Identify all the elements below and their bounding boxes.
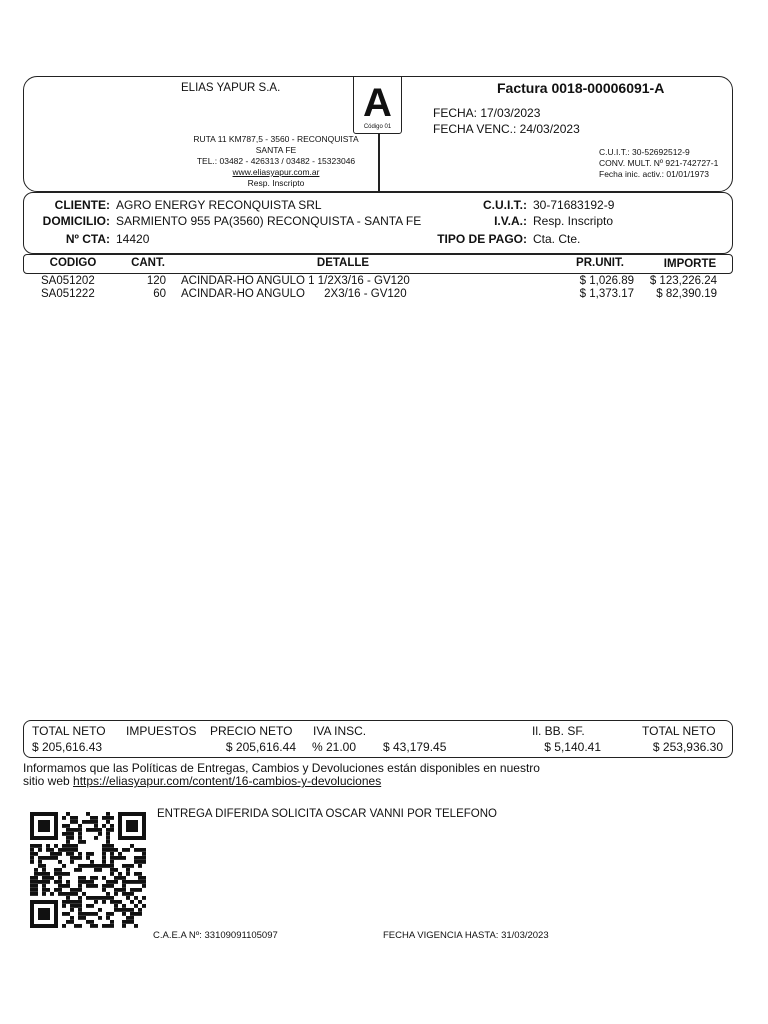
header-code: CODIGO (49, 257, 97, 269)
header-unit-price: PR.UNIT. (576, 257, 624, 269)
total-net-label: TOTAL NETO (32, 724, 106, 738)
invoice-code: Código 01 (363, 124, 392, 130)
iva-amount-value: $ 43,179.45 (383, 740, 447, 754)
caea-validity: FECHA VIGENCIA HASTA: 31/03/2023 (383, 930, 549, 941)
emitter-tax-condition: Resp. Inscripto (247, 178, 305, 188)
payment-value: Cta. Cte. (533, 232, 581, 246)
header-qty: CANT. (131, 257, 165, 269)
emitter-address-line1: RUTA 11 KM787,5 - 3560 - RECONQUISTA (193, 134, 359, 144)
iva-label: IVA INSC. (313, 724, 367, 738)
client-cuit-value: 30-71683192-9 (533, 198, 615, 212)
total-net-value: $ 205,616.43 (32, 740, 103, 754)
emitter-cuit: C.U.I.T.: 30-52692512-9 (599, 147, 690, 157)
invoice-letter: A (363, 81, 392, 125)
row-code: SA051222 (41, 288, 95, 300)
caea-number: C.A.E.A Nº: 33109091105097 (153, 930, 278, 941)
policy-notice-line2 (23, 775, 381, 787)
row-detail: ACINDAR-HO ANGULO 1 1/2X3/16 - GV120 (181, 275, 410, 287)
header-amount: IMPORTE (663, 258, 717, 270)
iibb-value: $ 5,140.41 (544, 740, 601, 754)
emitter-address-line2: SANTA FE (255, 145, 297, 155)
qr-code-image (30, 812, 150, 928)
account-value: 14420 (116, 232, 150, 246)
client-iva-label: I.V.A.: (494, 214, 527, 228)
policy-notice-prefix: sitio web (23, 774, 74, 788)
client-value: AGRO ENERGY RECONQUISTA SRL (116, 198, 322, 212)
emitter-conv-mult: CONV. MULT. Nº 921-742727-1 (599, 158, 719, 168)
policy-link[interactable]: https://eliasyapur.com/content/16-cambios-y-devoluciones (73, 774, 382, 788)
table-row (23, 276, 733, 288)
invoice-due-date: FECHA VENC.: 24/03/2023 (433, 122, 580, 136)
table-row (23, 289, 733, 301)
row-qty: 120 (146, 275, 166, 287)
policy-notice-line1: Informamos que las Políticas de Entregas, Cambios y Devoluciones están disponibles en nuestro (23, 761, 540, 775)
client-label: CLIENTE: (54, 198, 110, 212)
emitter-name: ELIAS YAPUR S.A. (181, 82, 281, 94)
payment-label: TIPO DE PAGO: (437, 232, 527, 246)
iva-rate-value: % 21.00 (312, 740, 357, 754)
row-code: SA051202 (41, 275, 95, 287)
row-amount: $ 123,226.24 (649, 275, 717, 287)
iibb-label: Il. BB. SF. (532, 724, 585, 738)
row-unit-price: $ 1,026.89 (579, 275, 634, 287)
grand-total-label: TOTAL NETO (642, 724, 716, 738)
row-qty: 60 (153, 288, 166, 300)
account-label: Nº CTA: (65, 232, 110, 246)
row-detail: ACINDAR-HO ANGULO 2X3/16 - GV120 (181, 288, 407, 300)
net-price-label: PRECIO NETO (210, 724, 293, 738)
emitter-website-link[interactable]: www.eliasyapur.com.ar (232, 167, 320, 177)
row-amount: $ 82,390.19 (656, 288, 717, 300)
invoice-title: Factura 0018-00006091-A (497, 80, 665, 96)
emitter-activity-start: Fecha inic. activ.: 01/01/1973 (599, 169, 709, 179)
client-iva-value: Resp. Inscripto (533, 214, 614, 228)
client-cuit-label: C.U.I.T.: (483, 198, 527, 212)
taxes-label: IMPUESTOS (126, 724, 197, 738)
header-detail: DETALLE (316, 257, 370, 269)
row-unit-price: $ 1,373.17 (579, 288, 634, 300)
grand-total-value: $ 253,936.30 (652, 740, 723, 754)
invoice-date: FECHA: 17/03/2023 (433, 106, 541, 120)
invoice-letter-box (353, 76, 402, 134)
emitter-phone: TEL.: 03482 - 426313 / 03482 - 15323046 (196, 156, 356, 166)
observation-text: ENTREGA DIFERIDA SOLICITA OSCAR VANNI POR TELEFONO (157, 808, 497, 820)
address-label: DOMICILIO: (42, 214, 110, 228)
address-value: SARMIENTO 955 PA(3560) RECONQUISTA - SANTA FE (116, 214, 422, 228)
net-price-value: $ 205,616.44 (225, 740, 296, 754)
